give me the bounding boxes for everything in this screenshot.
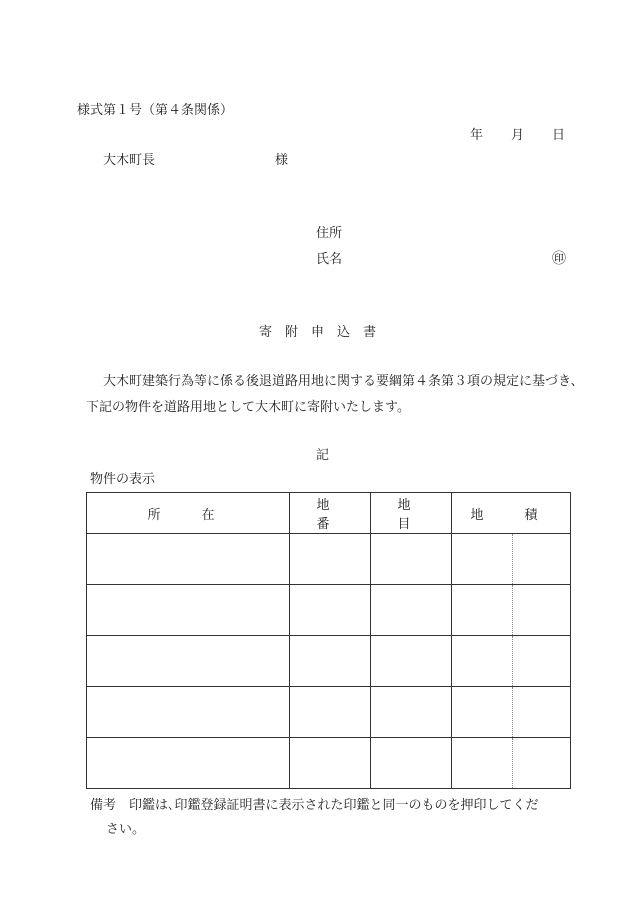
cell-lot-number[interactable]	[290, 585, 371, 636]
note-heading: 記	[316, 448, 330, 463]
date-year-label: 年	[470, 128, 484, 143]
cell-location[interactable]	[87, 636, 290, 687]
cell-land-category[interactable]	[371, 687, 452, 738]
table-row	[87, 687, 571, 738]
form-number: 様式第１号（第４条関係）	[77, 103, 234, 118]
remarks	[90, 794, 580, 842]
remarks-line-1: 印鑑は､印鑑登録証明書に表示された印鑑と同一のものを押印してくだ	[129, 798, 539, 813]
addressee-name: 大木町長	[103, 153, 156, 168]
cell-location[interactable]	[87, 738, 290, 789]
cell-land-category[interactable]	[371, 585, 452, 636]
table-row	[87, 636, 571, 687]
body-paragraph: 大木町建築行為等に係る後退道路用地に関する要綱第４条第３項の規定に基づき、下記の物件を道路用地として大木町に寄附いたします。	[86, 374, 584, 415]
cell-area-decimal[interactable]	[513, 738, 571, 789]
cell-land-category[interactable]	[371, 636, 452, 687]
header-location: 所 在	[87, 493, 290, 534]
table-row	[87, 738, 571, 789]
cell-area-decimal[interactable]	[513, 534, 571, 585]
header-area: 地 積	[452, 493, 571, 534]
cell-lot-number[interactable]	[290, 636, 371, 687]
cell-lot-number[interactable]	[290, 738, 371, 789]
cell-area-integer[interactable]	[452, 687, 513, 738]
remarks-line-2: さい。	[106, 822, 146, 837]
cell-area-decimal[interactable]	[513, 687, 571, 738]
name-label: 氏名	[316, 252, 343, 267]
addressee-honorific: 様	[275, 153, 289, 168]
cell-area-decimal[interactable]	[513, 636, 571, 687]
cell-location[interactable]	[87, 534, 290, 585]
property-table	[86, 492, 571, 789]
cell-lot-number[interactable]	[290, 687, 371, 738]
remarks-label: 備考	[90, 798, 117, 813]
header-land-category: 地 目	[371, 493, 452, 534]
form-title: 寄 附 申 込 書	[259, 325, 377, 340]
date-month-label: 月	[511, 128, 525, 143]
property-label: 物件の表示	[90, 472, 156, 487]
cell-area-integer[interactable]	[452, 585, 513, 636]
cell-location[interactable]	[87, 585, 290, 636]
cell-land-category[interactable]	[371, 534, 452, 585]
table-header-row	[87, 493, 571, 534]
table-row	[87, 585, 571, 636]
table-row	[87, 534, 571, 585]
cell-lot-number[interactable]	[290, 534, 371, 585]
address-label: 住所	[316, 226, 343, 241]
date-day-label: 日	[552, 128, 566, 143]
cell-area-integer[interactable]	[452, 636, 513, 687]
cell-location[interactable]	[87, 687, 290, 738]
cell-land-category[interactable]	[371, 738, 452, 789]
cell-area-integer[interactable]	[452, 534, 513, 585]
cell-area-integer[interactable]	[452, 738, 513, 789]
cell-area-decimal[interactable]	[513, 585, 571, 636]
seal-mark: ㊞	[552, 251, 566, 267]
header-lot-number: 地 番	[290, 493, 371, 534]
